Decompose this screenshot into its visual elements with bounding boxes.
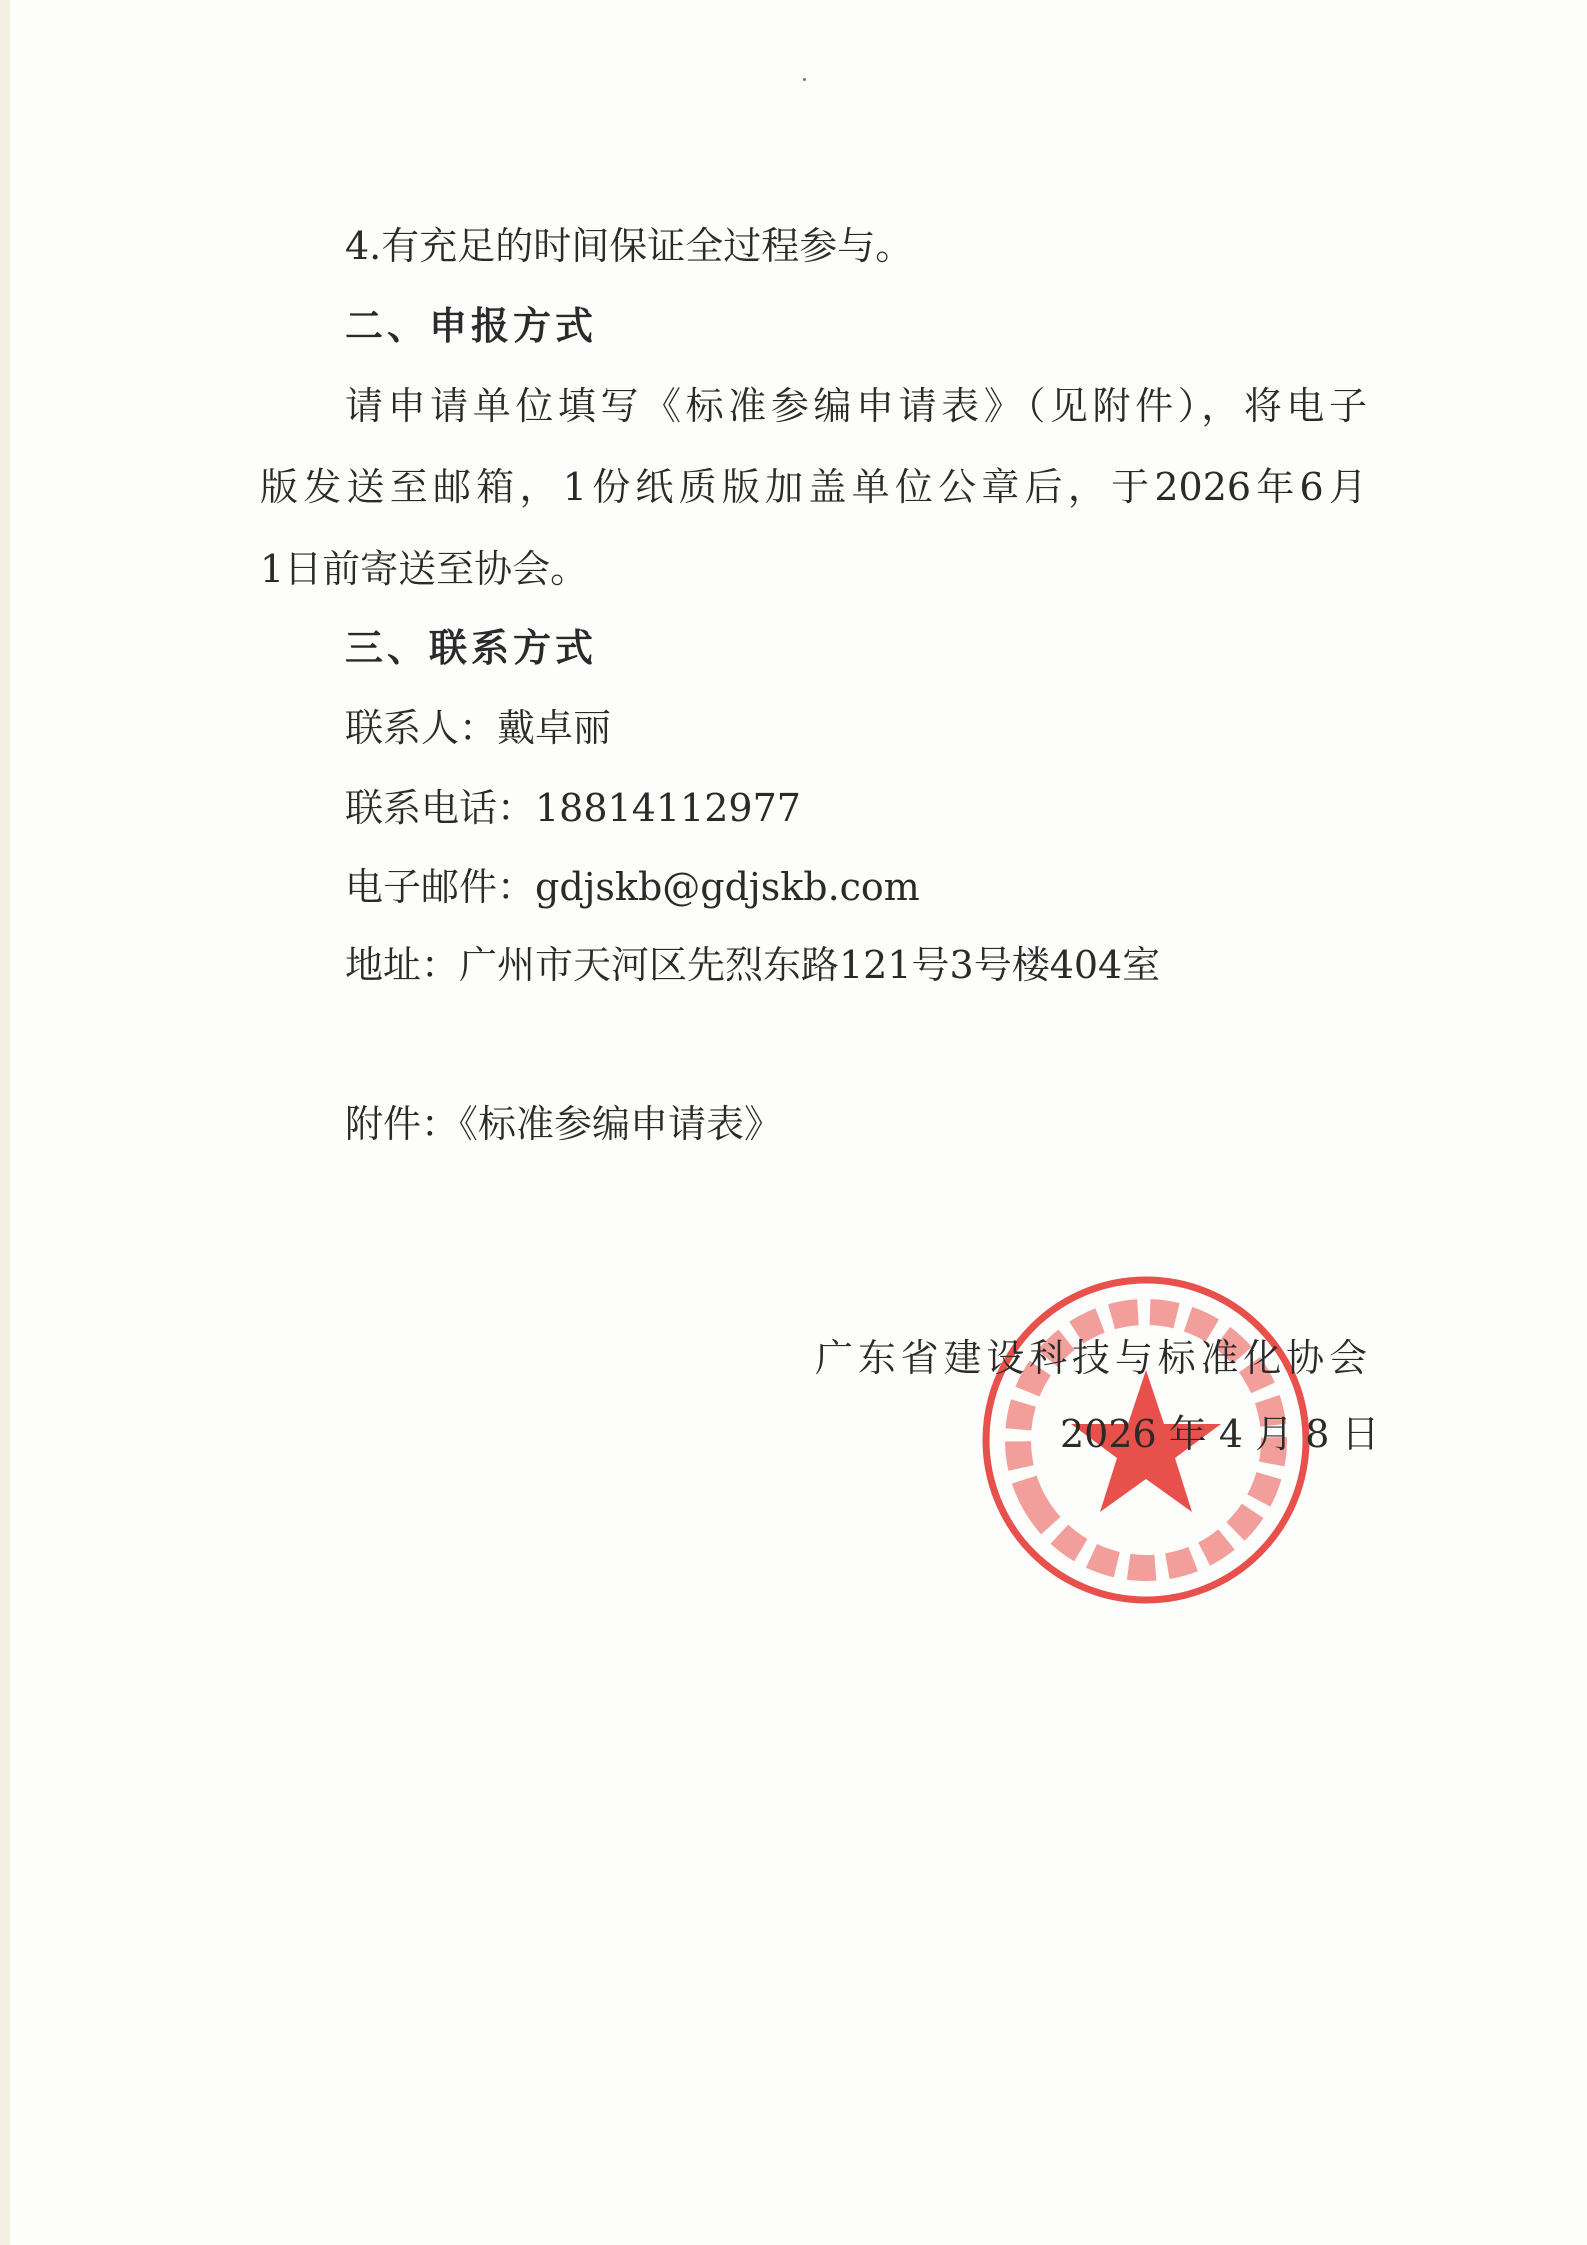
section-3-heading: 三、联系方式: [345, 626, 598, 670]
contact-email: 电子邮件：gdjskb@gdjskb.com: [345, 865, 920, 909]
section-2-line-2: 版发送至邮箱，1份纸质版加盖单位公章后，于2026年6月: [260, 465, 1367, 509]
contact-phone: 联系电话：18814112977: [345, 786, 801, 830]
item-4: 4.有充足的时间保证全过程参与。: [345, 224, 914, 268]
signature-date: 2026 年 4 月 8 日: [1060, 1412, 1380, 1456]
section-2-heading: 二、申报方式: [345, 304, 598, 348]
scan-speck: [803, 78, 806, 81]
attachment-note: 附件：《标准参编申请表》: [345, 1102, 783, 1146]
section-2-line-3: 1日前寄送至协会。: [260, 547, 589, 591]
contact-address: 地址：广州市天河区先烈东路121号3号楼404室: [345, 943, 1161, 987]
contact-person: 联系人：戴卓丽: [345, 706, 612, 750]
scan-edge: [0, 0, 10, 2245]
section-2-line-1: 请申请单位填写《标准参编申请表》（见附件），将电子: [345, 384, 1367, 428]
signature-organization: 广东省建设科技与标准化协会: [815, 1336, 1367, 1380]
